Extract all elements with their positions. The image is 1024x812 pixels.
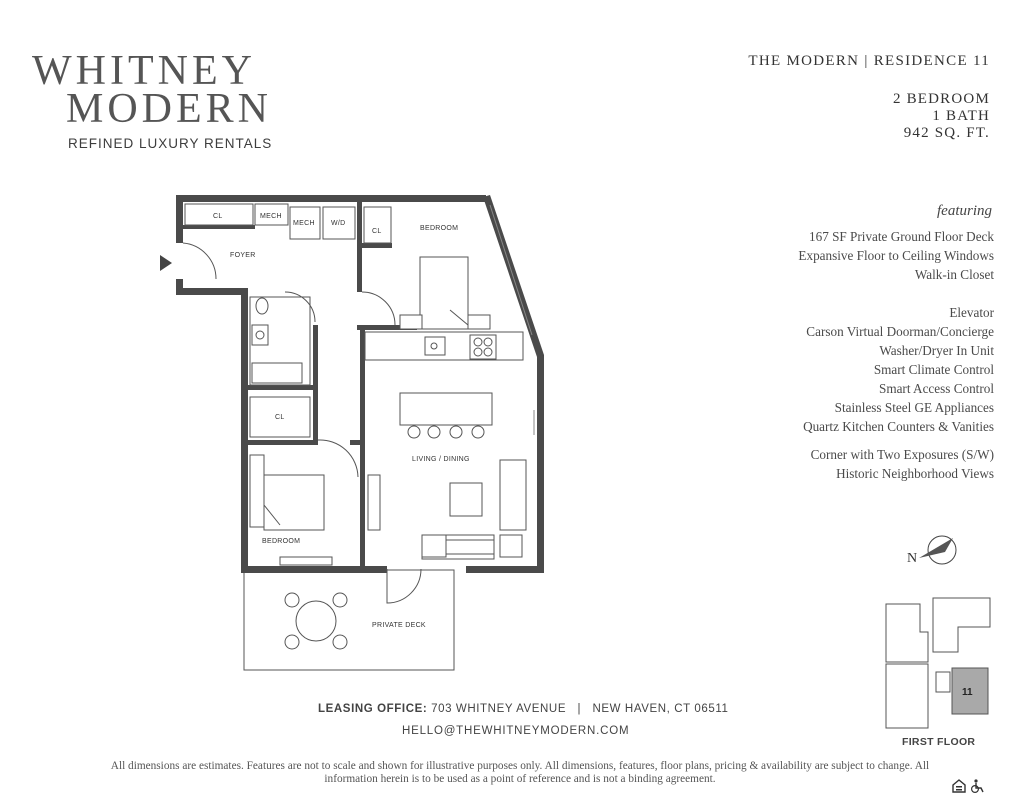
leasing-info <box>318 703 729 715</box>
brand-tagline: REFINED LUXURY RENTALS <box>68 136 273 151</box>
window-marker <box>490 205 532 335</box>
feature-item: 167 SF Private Ground Floor Deck <box>809 229 994 244</box>
entry-arrow-icon <box>160 255 172 271</box>
feature-item: Historic Neighborhood Views <box>836 466 994 481</box>
feature-item: Smart Access Control <box>878 381 994 396</box>
compliance-icons <box>952 778 988 794</box>
label-cl3: CL <box>275 414 285 421</box>
living-furniture <box>368 460 526 559</box>
label-foyer: FOYER <box>230 252 256 259</box>
label-bedroom2: BEDROOM <box>262 538 301 545</box>
label-mech2: MECH <box>293 220 315 227</box>
bath-count: 1 BATH <box>932 108 990 124</box>
compass-north-label: N <box>907 551 918 566</box>
feature-item: Washer/Dryer In Unit <box>879 343 994 358</box>
bedroom1-furniture <box>400 257 490 329</box>
disclaimer: All dimensions are estimates. Features are not to scale and shown for illustrative purposes only. All dimensions, features, floor plans, pricing & availability are subject to change. All information herein is to be used as a point of reference and is not a binding agreement. <box>110 760 930 785</box>
feature-item: Stainless Steel GE Appliances <box>834 400 994 415</box>
label-mech1: MECH <box>260 213 282 220</box>
label-deck: PRIVATE DECK <box>372 622 426 629</box>
entry-door <box>183 243 216 279</box>
leasing-city: NEW HAVEN, CT 06511 <box>592 703 729 715</box>
feature-group-2 <box>803 303 994 436</box>
label-bedroom1: BEDROOM <box>420 225 459 232</box>
residence-title: THE MODERN | RESIDENCE 11 <box>748 53 990 69</box>
leasing-email[interactable]: HELLO@THEWHITNEYMODERN.COM <box>402 725 630 737</box>
brand-line2: MODERN <box>66 86 273 132</box>
feature-group-3 <box>811 445 994 483</box>
feature-item: Elevator <box>949 305 994 320</box>
feature-item: Corner with Two Exposures (S/W) <box>810 447 994 462</box>
label-cl1: CL <box>213 213 223 220</box>
featuring-heading: featuring <box>937 203 992 219</box>
compass-arrow-icon <box>919 538 953 558</box>
leasing-label: LEASING OFFICE: <box>318 703 428 715</box>
deck-outline <box>244 570 454 670</box>
wheelchair-icon <box>972 779 983 792</box>
brand-line1: WHITNEY <box>32 48 256 94</box>
feature-item: Smart Climate Control <box>873 362 994 377</box>
residence-specs <box>893 91 990 142</box>
compass <box>905 530 965 570</box>
leasing-address: 703 WHITNEY AVENUE <box>431 703 567 715</box>
bathroom <box>250 297 310 385</box>
label-living: LIVING / DINING <box>412 456 470 463</box>
bedroom-door <box>362 292 395 325</box>
bedroom2-furniture <box>250 455 332 565</box>
feature-item: Quartz Kitchen Counters & Vanities <box>803 419 994 434</box>
square-footage: 942 SQ. FT. <box>903 125 990 141</box>
closet-2 <box>364 207 391 243</box>
feature-group-1 <box>798 227 994 284</box>
leasing-separator: | <box>577 703 582 715</box>
kitchen <box>365 332 523 438</box>
bedroom2-door <box>318 440 358 477</box>
equal-housing-icon <box>953 780 965 792</box>
floor-plan <box>150 185 570 685</box>
unit-number: 11 <box>962 687 973 698</box>
feature-item: Carson Virtual Doorman/Concierge <box>806 324 994 339</box>
feature-item: Expansive Floor to Ceiling Windows <box>798 248 994 263</box>
key-plan <box>878 592 996 732</box>
label-wd: W/D <box>331 220 346 227</box>
bedroom-count: 2 BEDROOM <box>892 91 990 107</box>
label-cl2: CL <box>372 228 382 235</box>
feature-item: Walk-in Closet <box>914 267 994 282</box>
floor-label: FIRST FLOOR <box>902 736 976 748</box>
